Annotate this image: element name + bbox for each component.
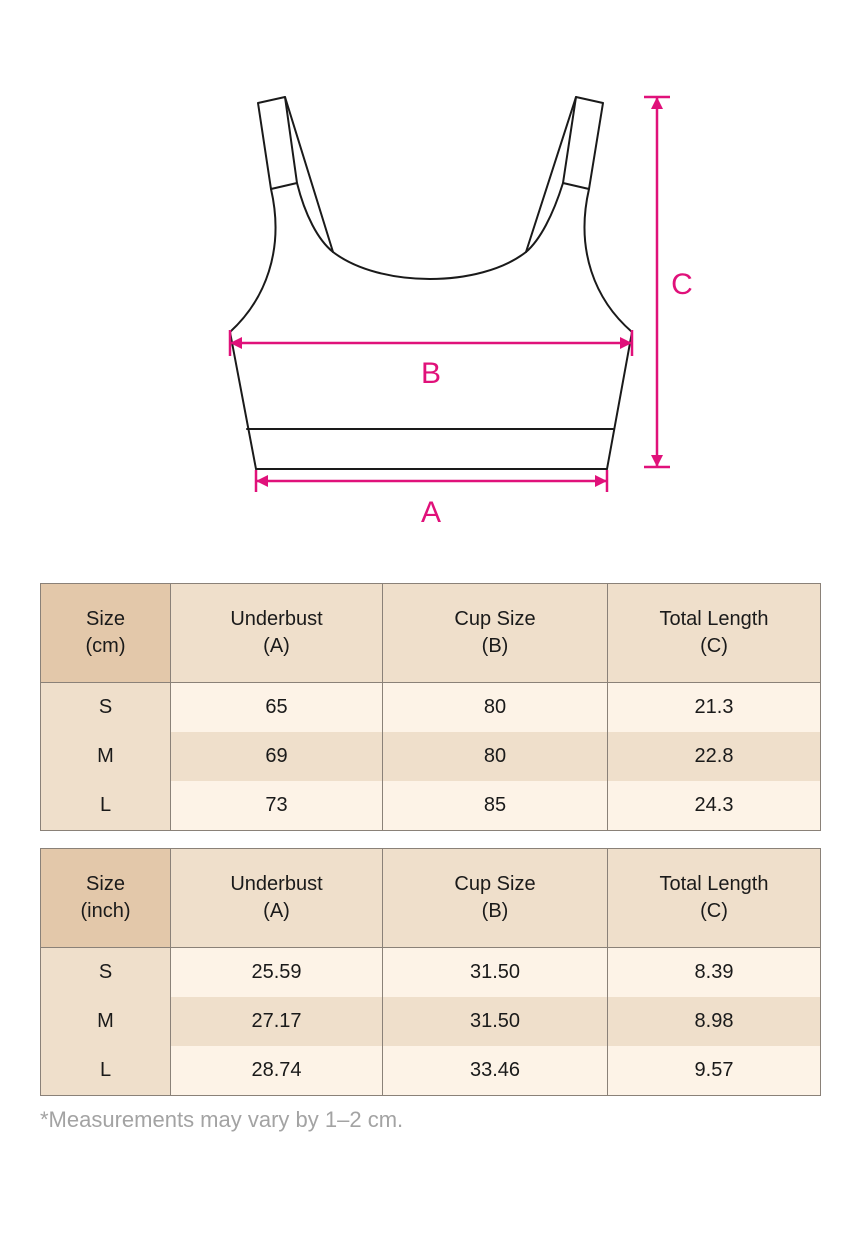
header-size — [41, 584, 171, 683]
size-table-cm — [40, 583, 821, 831]
header-label: Size — [86, 608, 125, 630]
cup-size-cell: 80 — [383, 732, 608, 781]
table-header-row — [41, 849, 821, 948]
total-length-cell: 24.3 — [608, 781, 821, 831]
header-cup-size — [383, 584, 608, 683]
header-unit: (cm) — [85, 635, 126, 657]
cup-size-cell: 33.46 — [383, 1046, 608, 1096]
cup-size-cell: 31.50 — [383, 948, 608, 998]
size-table-inch — [40, 848, 821, 1096]
bra-outline — [230, 97, 632, 469]
measurement-footnote: *Measurements may vary by 1–2 cm. — [40, 1107, 404, 1132]
header-code: (B) — [481, 635, 509, 657]
total-length-cell: 22.8 — [608, 732, 821, 781]
underbust-cell: 73 — [171, 781, 383, 831]
header-underbust — [171, 849, 383, 948]
cup-size-cell: 31.50 — [383, 997, 608, 1046]
header-label: Cup Size — [454, 873, 536, 895]
underbust-cell: 65 — [171, 683, 383, 733]
total-length-cell: 21.3 — [608, 683, 821, 733]
header-code: (C) — [700, 635, 728, 657]
underbust-cell: 28.74 — [171, 1046, 383, 1096]
table-header-row — [41, 584, 821, 683]
header-label: Size — [86, 873, 125, 895]
header-code: (C) — [700, 900, 728, 922]
bra-outline-drawing — [0, 0, 860, 560]
size-cell: L — [41, 1046, 171, 1096]
size-cell: M — [41, 732, 171, 781]
header-label: Cup Size — [454, 608, 536, 630]
header-code: (B) — [481, 900, 509, 922]
header-label: Total Length — [659, 873, 769, 895]
size-cell: S — [41, 948, 171, 998]
header-label: Underbust — [230, 873, 323, 895]
garment-diagram — [0, 0, 860, 560]
header-total-length — [608, 849, 821, 948]
total-length-cell: 8.39 — [608, 948, 821, 998]
size-cell: M — [41, 997, 171, 1046]
header-size — [41, 849, 171, 948]
underbust-cell: 27.17 — [171, 997, 383, 1046]
header-unit: (inch) — [80, 900, 131, 922]
total-length-cell: 9.57 — [608, 1046, 821, 1096]
table-row — [41, 1046, 821, 1096]
table-row — [41, 997, 821, 1046]
underbust-cell: 25.59 — [171, 948, 383, 998]
dimension-b-label: B — [420, 357, 442, 390]
cup-size-cell: 80 — [383, 683, 608, 733]
header-code: (A) — [263, 635, 290, 657]
header-label: Total Length — [659, 608, 769, 630]
dimension-lines — [230, 97, 670, 492]
table-row — [41, 948, 821, 998]
table-row — [41, 683, 821, 733]
header-cup-size — [383, 849, 608, 948]
table-row — [41, 732, 821, 781]
size-cell: L — [41, 781, 171, 831]
header-label: Underbust — [230, 608, 323, 630]
dimension-c-label: C — [671, 268, 693, 301]
underbust-cell: 69 — [171, 732, 383, 781]
size-cell: S — [41, 683, 171, 733]
header-underbust — [171, 584, 383, 683]
header-total-length — [608, 584, 821, 683]
cup-size-cell: 85 — [383, 781, 608, 831]
header-code: (A) — [263, 900, 290, 922]
dimension-a-label: A — [420, 496, 442, 529]
table-row — [41, 781, 821, 831]
total-length-cell: 8.98 — [608, 997, 821, 1046]
